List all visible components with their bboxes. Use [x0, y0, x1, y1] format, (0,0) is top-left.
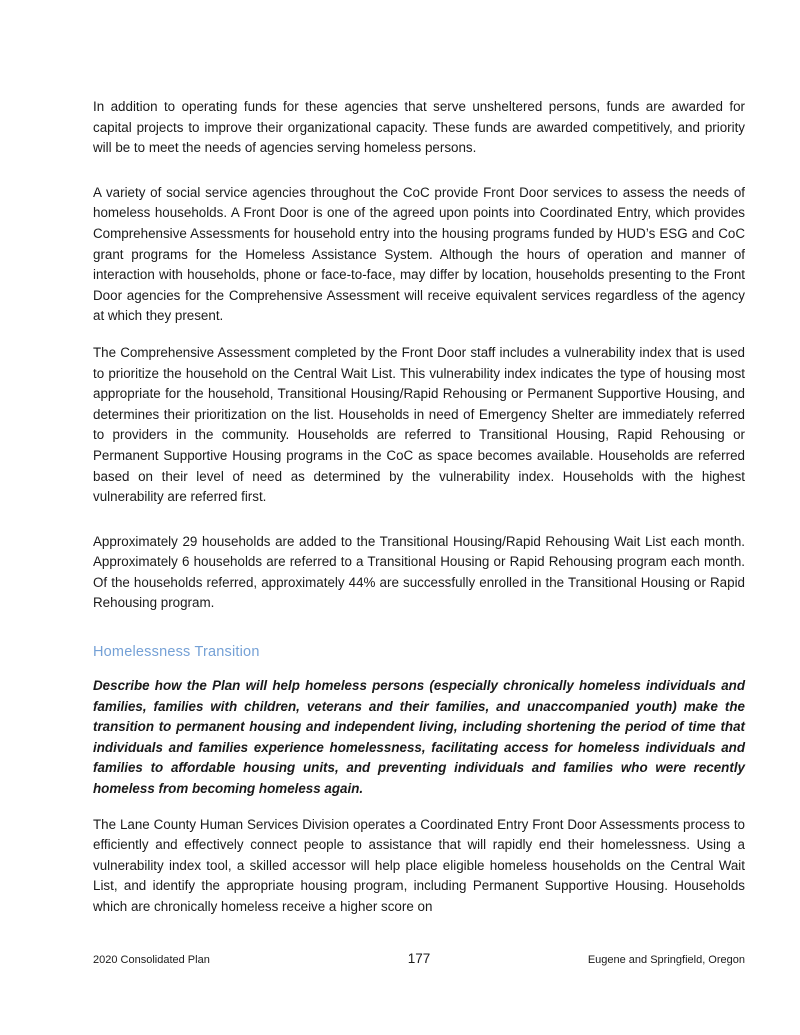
page-footer — [93, 951, 745, 969]
prompt-paragraph: Describe how the Plan will help homeless persons (especially chronically homeless individuals and families, families with children, veterans and their families, and unaccompanied youth) make the transition to permanent housing and independent living, including shortening the period of time that individuals and families experience homelessness, facilitating access for homeless individuals and families to affordable housing units, and preventing individuals and families who were recently homeless from becoming homeless again. — [93, 678, 745, 797]
body-paragraph-2: A variety of social service agencies throughout the CoC provide Front Door services to assess the needs of homeless households. A Front Door is one of the agreed upon points into Coordinated Entry, which provides Comprehensive Assessments for household entry into the housing programs funded by HUD’s ESG and CoC grant programs for the Homeless Assistance System. Although the hours of operation and manner of interaction with households, phone or face-to-face, may differ by location, households presenting to the Front Door agencies for the Comprehensive Assessment will receive equivalent services regardless of the agency at which they present. — [93, 184, 745, 324]
page-body — [93, 97, 745, 934]
footer-page-number: 177 — [407, 951, 431, 966]
section-heading-homelessness-transition: Homelessness Transition — [93, 644, 260, 661]
footer-location: Eugene and Springfield, Oregon — [587, 954, 745, 966]
body-paragraph-5: The Lane County Human Services Division operates a Coordinated Entry Front Door Assessments process to efficiently and effectively connect people to assistance that will rapidly end their homelessness. Using a vulnerability index tool, a skilled accessor will help place eligible homeless households on the Central Wait List, and identify the appropriate housing program, including Permanent Supportive Housing. Households which are chronically homeless receive a higher score on — [93, 816, 745, 914]
body-paragraph-1: In addition to operating funds for these agencies that serve unsheltered persons, funds are awarded for capital projects to improve their organizational capacity. These funds are awarded competitively, and priority will be to meet the needs of agencies serving homeless persons. — [93, 99, 745, 156]
body-paragraph-3: The Comprehensive Assessment completed by the Front Door staff includes a vulnerability index that is used to prioritize the household on the Central Wait List. This vulnerability index indicates the type of housing most appropriate for the household, Transitional Housing/Rapid Rehousing or Permanent Supportive Housing, and determines their prioritization on the list. Households in need of Emergency Shelter are immediately referred to providers in the community. Households are referred to Transitional Housing, Rapid Rehousing or Permanent Supportive Housing programs in the CoC as space becomes available. Households are referred based on their level of need as determined by the vulnerability index. Households with the highest vulnerability are referred first. — [93, 344, 745, 505]
body-paragraph-4: Approximately 29 households are added to the Transitional Housing/Rapid Rehousing Wait List each month. Approximately 6 households are referred to a Transitional Housing or Rapid Rehousing program each month. Of the households referred, approximately 44% are successfully enrolled in the Transitional Housing or Rapid Rehousing program. — [93, 533, 745, 611]
footer-document-title: 2020 Consolidated Plan — [93, 954, 210, 966]
